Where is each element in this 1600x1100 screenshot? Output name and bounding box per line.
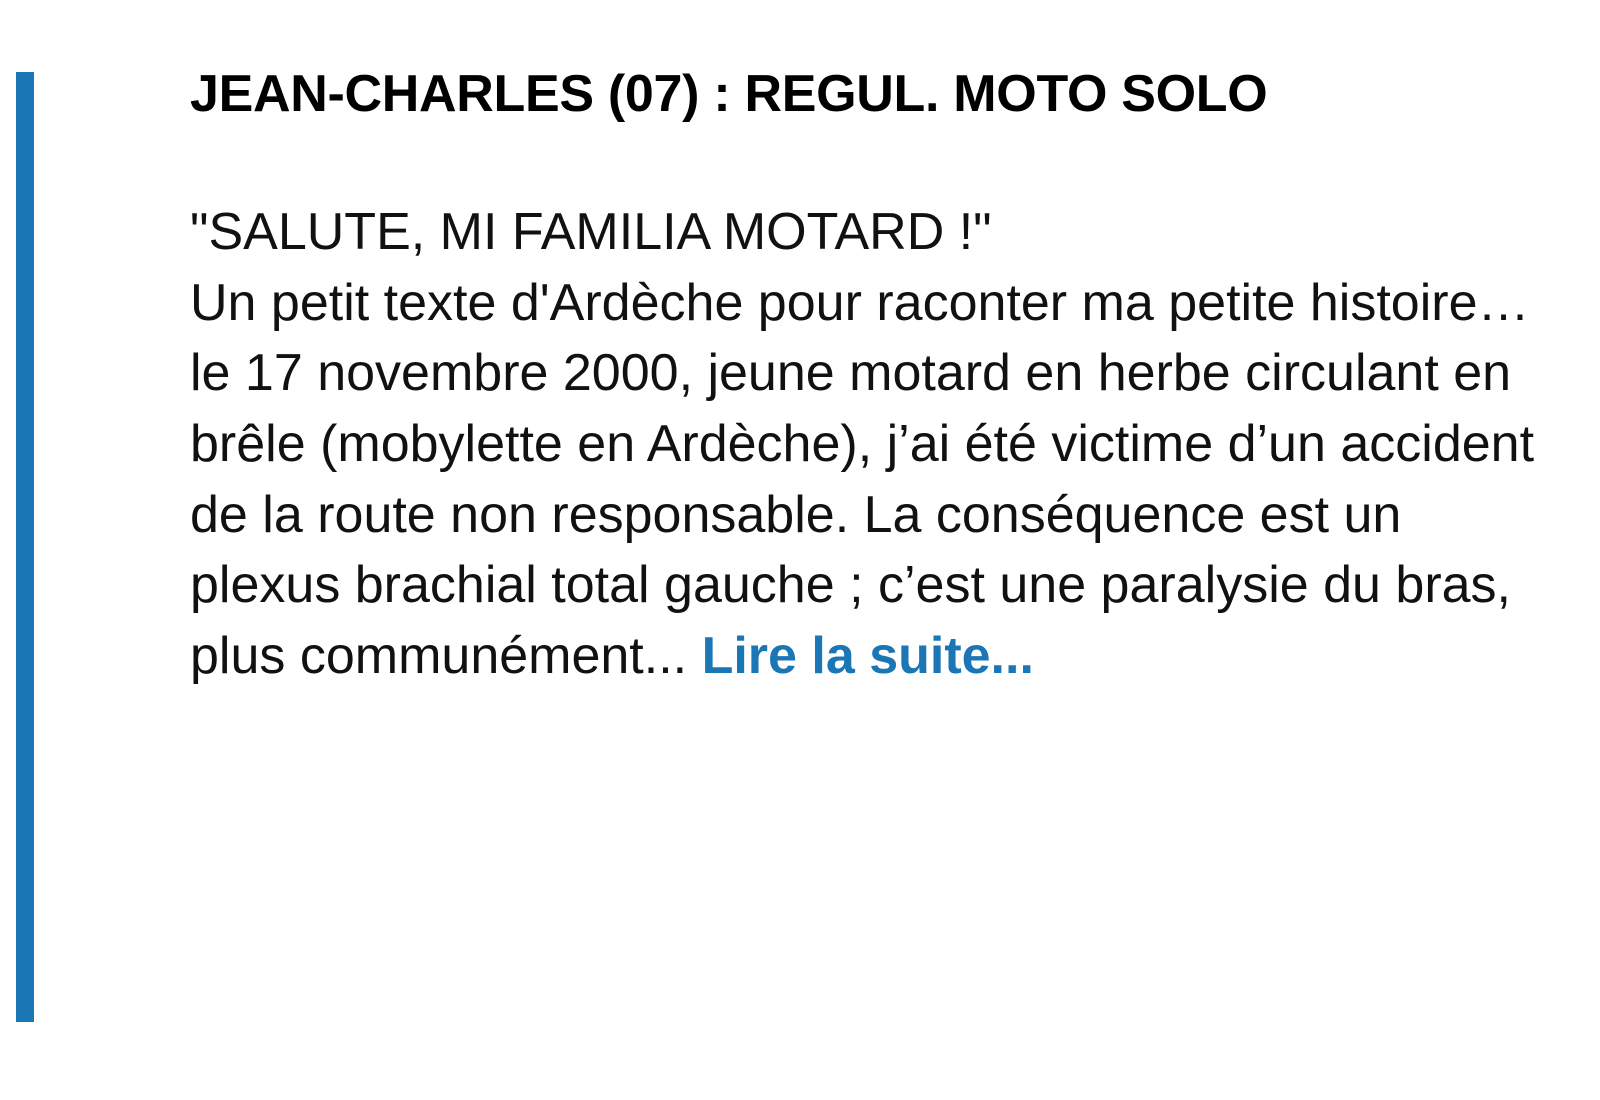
article-content bbox=[190, 64, 1550, 692]
read-more-link[interactable]: Lire la suite... bbox=[701, 627, 1034, 686]
accent-bar bbox=[16, 72, 34, 1022]
edge-tick-marker bbox=[0, 438, 14, 444]
page-title: JEAN-CHARLES (07) : REGUL. MOTO SOLO bbox=[190, 65, 1268, 123]
article-quote: "SALUTE, MI FAMILIA MOTARD !" bbox=[190, 202, 992, 261]
article-excerpt: Un petit texte d'Ardèche pour raconter ma petite histoire… le 17 novembre 2000, jeune motard en herbe circulant en brêle (mobylette en Ardèche), j’ai été victime d’un accident de la route non responsable. La conséquence est un plexus brachial total gauche ; c’est une paralysie du bras, plus communément... bbox=[190, 273, 1535, 686]
article-body bbox=[190, 197, 1545, 692]
